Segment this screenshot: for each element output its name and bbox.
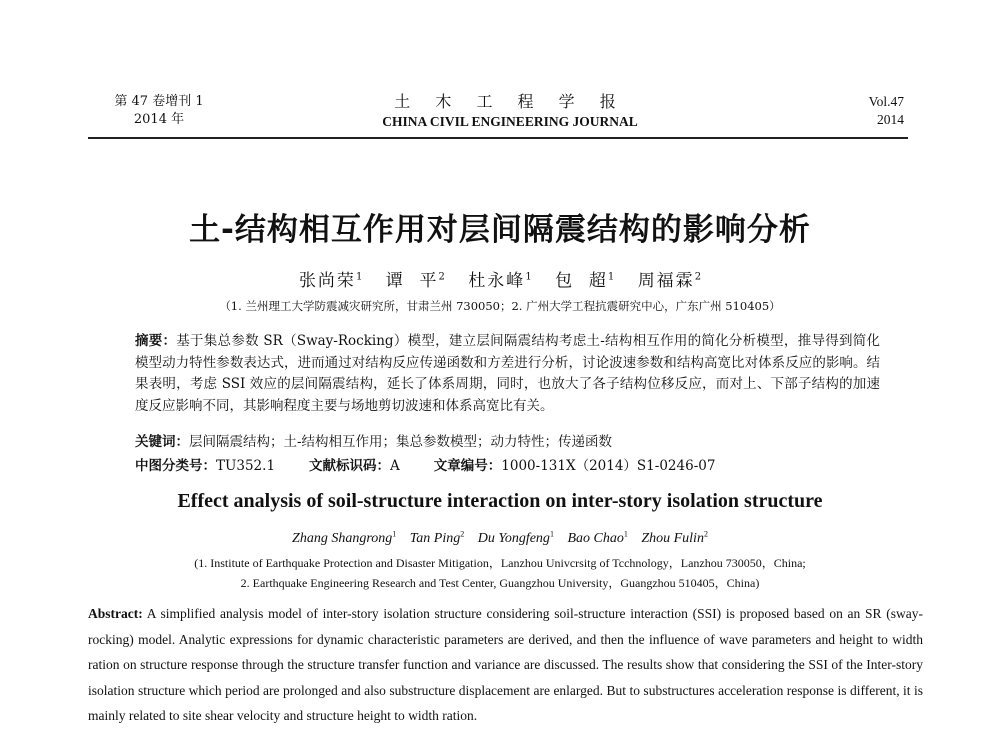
header-year-en: 2014 [877,112,904,127]
classification-line [135,456,880,476]
article-no-value: 1000-131X（2014）S1-0246-07 [501,458,716,474]
clc-value: TU352.1 [216,458,276,474]
author-en [292,531,396,546]
author-cn-sup: 1 [355,271,363,283]
affiliation-en-line-2: 2. Earthquake Engineering Research and Test Center, Guangzhou University，Guangzhou 510405，China) [240,576,760,590]
article-title-cn: 土-结构相互作用对层间隔震结构的影响分析 [189,212,811,248]
author-cn [386,271,445,291]
author-cn-name: 周福霖 [637,271,695,291]
author-cn-name: 张尚荣 [298,271,356,291]
author-cn-name: 杜永峰 [468,271,526,291]
author-cn-sup: 1 [607,271,615,283]
journal-name-en: CHINA CIVIL ENGINEERING JOURNAL [382,114,638,129]
author-en-sup: 2 [460,529,465,538]
author-cn [555,271,614,291]
keywords-cn-label: 关键词： [135,434,189,450]
affiliation-en-line-1: (1. Institute of Earthquake Protection and Disaster Mitigation，Lanzhou Univcrsitg of Tcchnology，Lanzhou 730050，China; [194,556,806,570]
abstract-cn-text: 基于集总参数 SR（Sway-Rocking）模型，建立层间隔震结构考虑土-结构相互作用的简化分析模型，推导得到简化模型动力特性参数表达式，进而通过对结构反应传递函数和方差进行分析，讨论波速参数和结构高宽比对体系反应的影响。结果表明，考虑 SSI 效应的层间隔震结构，延长了体系周期，同时，也放大了各子结构位移反应，而对上、下部子结构的加速度反应影响不同，其影响程度主要与场地剪切波速和体系高宽比有关。 [135,333,880,414]
abstract-cn-label: 摘要： [135,333,177,349]
keywords-cn-text: 层间隔震结构；土-结构相互作用；集总参数模型；动力特性；传递函数 [189,434,613,450]
header-volume-en-block [869,93,904,129]
abstract-en [88,601,923,729]
abstract-en-text: A simplified analysis model of inter-story isolation structure considering soil-structure interaction (SSI) is proposed based on an SR (sway-rocking) model. Analytic expressions for dynamic characteristic parameters are derived, and then the influence of wave parameters and height to width ration on structure response through the structure transfer function and variance are discussed. The results show that considering the SSI of the Inter-story isolation structure which period are prolonged and also substructure displacement are enlarged. But to substructures acceleration response is different, it is mainly related to site shear velocity and structure height to width ration. [88,606,923,723]
author-cn [468,271,531,291]
author-cn-name: 谭 平 [385,271,439,291]
article-no-label: 文章编号： [433,458,502,474]
authors-cn [150,266,850,291]
author-en-sup: 1 [392,529,397,538]
author-en-sup: 2 [703,529,708,538]
author-en-name: Tan Ping [409,530,461,546]
author-en-name: Zhang Shangrong [292,530,393,546]
author-cn-sup: 2 [438,271,445,283]
author-en-name: Zhou Fulin [641,530,704,546]
author-en-sup: 1 [623,529,628,538]
keywords-cn [135,432,880,452]
doc-code-label: 文献标识码： [309,458,391,474]
header-volume-block [104,93,214,129]
doc-code-value: A [390,458,400,474]
author-cn-sup: 1 [525,271,532,283]
abstract-en-label: Abstract: [88,606,143,621]
author-cn [299,271,362,291]
header-volume-en: Vol.47 [868,94,904,109]
author-cn [638,271,701,291]
journal-name-cn: 土 木 工 程 学 报 [394,92,626,111]
abstract-cn [135,331,880,417]
article-title-en: Effect analysis of soil-structure interaction on inter-story isolation structure [177,490,823,512]
author-en [567,531,627,546]
author-en-sup: 1 [549,529,554,538]
header-year-cn: 2014 年 [133,112,185,127]
affiliation-cn: （1. 兰州理工大学防震减灾研究所，甘肃兰州 730050；2. 广州大学工程抗震研究中心，广东广州 510405） [219,299,781,313]
author-en [410,531,464,546]
author-en [641,531,708,546]
author-en [478,531,554,546]
authors-en [150,529,850,547]
header-divider [88,137,908,139]
author-en-name: Bao Chao [567,530,624,546]
header-journal-block [300,92,720,132]
author-cn-sup: 2 [694,271,702,283]
author-cn-name: 包 超 [555,271,608,291]
header-volume-issue-cn: 第 47 卷增刊 1 [114,94,204,109]
clc-label: 中图分类号： [135,458,216,474]
author-en-name: Du Yongfeng [477,530,550,546]
